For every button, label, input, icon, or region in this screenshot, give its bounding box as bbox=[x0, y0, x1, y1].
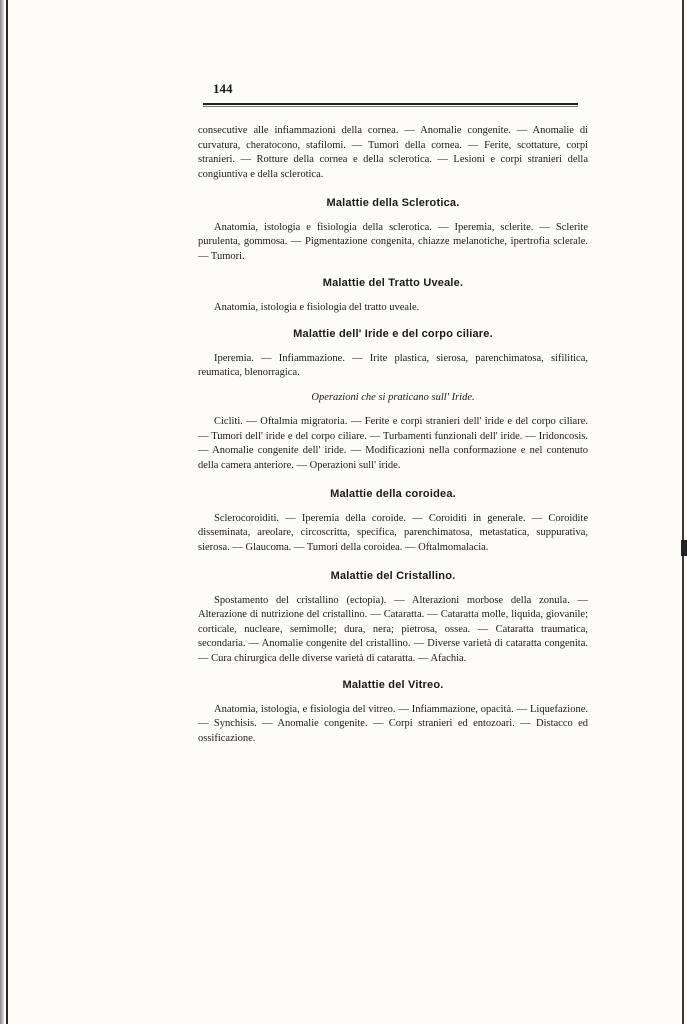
heading-vitreo: Malattie del Vitreo. bbox=[342, 679, 444, 691]
heading-sclerotica: Malattie della Sclerotica. bbox=[326, 197, 460, 209]
heading-iride: Malattie dell' Iride e del corpo ciliare. bbox=[293, 328, 493, 340]
paragraph-cristallino: Spostamento del cristallino (ectopia). — Alterazioni morbose della zonula. — Alterazione di nutrizione del cristallino. — Cataratta. — Cataratta molle, liquida, giovanile; corticale, nucleare, semimolle; dura, nera; pietrosa, ossea. — Cataratta traumatica, secondaria. — Anomalie congenite del cristallino. — Diverse varietà di cataratta congenita. — Cura chirurgica delle diverse varietà di cataratta. — Afachia. bbox=[198, 594, 588, 664]
heading-cristallino: Malattie del Cristallino. bbox=[330, 570, 456, 582]
header-rule bbox=[203, 103, 578, 105]
page-right-edge bbox=[682, 0, 684, 1024]
paragraph-operazioni-iride: Cicliti. — Oftalmia migratoria. — Ferite e corpi stranieri dell' iride e del corpo ciliare. — Tumori dell' iride e del corpo ciliare. — Turbamenti funzionali dell' iride. — Iridoncosis. — Anomalie congenite dell' iride. — Modificazioni nella conformazione e nel contenuto della camera anteriore. — Operazioni sull' iride. bbox=[198, 416, 588, 471]
page-body bbox=[198, 124, 588, 746]
paragraph-sclerotica: Anatomia, istologia e fisiologia della sclerotica. — Iperemia, sclerite. — Sclerite purulenta, gommosa. — Pigmentazione congenita, chiazze melanotiche, ipertrofia sclerale. — Tumori. bbox=[198, 221, 588, 262]
page-number: 144 bbox=[213, 81, 233, 96]
paragraph-tratto-uveale: Anatomia, istologia e fisiologia del tratto uveale. bbox=[214, 301, 420, 313]
paragraph-iride: Iperemia. — Infiammazione. — Irite plastica, sierosa, parenchimatosa, sifilitica, reumatica, blenorragica. bbox=[198, 352, 588, 378]
subheading-operazioni-iride: Operazioni che si praticano sull' Iride. bbox=[311, 391, 475, 403]
header-rule-thin bbox=[203, 106, 578, 107]
heading-tratto-uveale: Malattie del Tratto Uveale. bbox=[322, 277, 464, 289]
intro-paragraph: consecutive alle infiammazioni della cornea. — Anomalie congenite. — Anomalie di curvatura, cheratocono, stafilomi. — Tumori della cornea. — Ferite, scottature, corpi stranieri. — Rotture della cornea e della sclerotica. — Lesioni e corpi stranieri della congiuntiva e della sclerotica. bbox=[198, 125, 588, 180]
page-edge-mark bbox=[681, 540, 687, 556]
page-binding-shadow bbox=[0, 0, 4, 1024]
paragraph-coroidea: Sclerocoroiditi. — Iperemia della coroide. — Coroiditi in generale. — Coroidite disseminata, areolare, circoscritta, specifica, parenchimatosa, metastatica, suppurativa, sierosa. — Glaucoma. — Tumori della coroidea. — Oftalmomalacia. bbox=[198, 512, 588, 553]
heading-coroidea: Malattie della coroidea. bbox=[330, 488, 456, 500]
paragraph-vitreo: Anatomia, istologia, e fisiologia del vitreo. — Infiammazione, opacità. — Liquefazione. — Synchisis. — Anomalie congenite. — Corpi stranieri ed entozoari. — Distacco ed ossificazione. bbox=[198, 703, 588, 744]
page-left-edge bbox=[6, 0, 8, 1024]
